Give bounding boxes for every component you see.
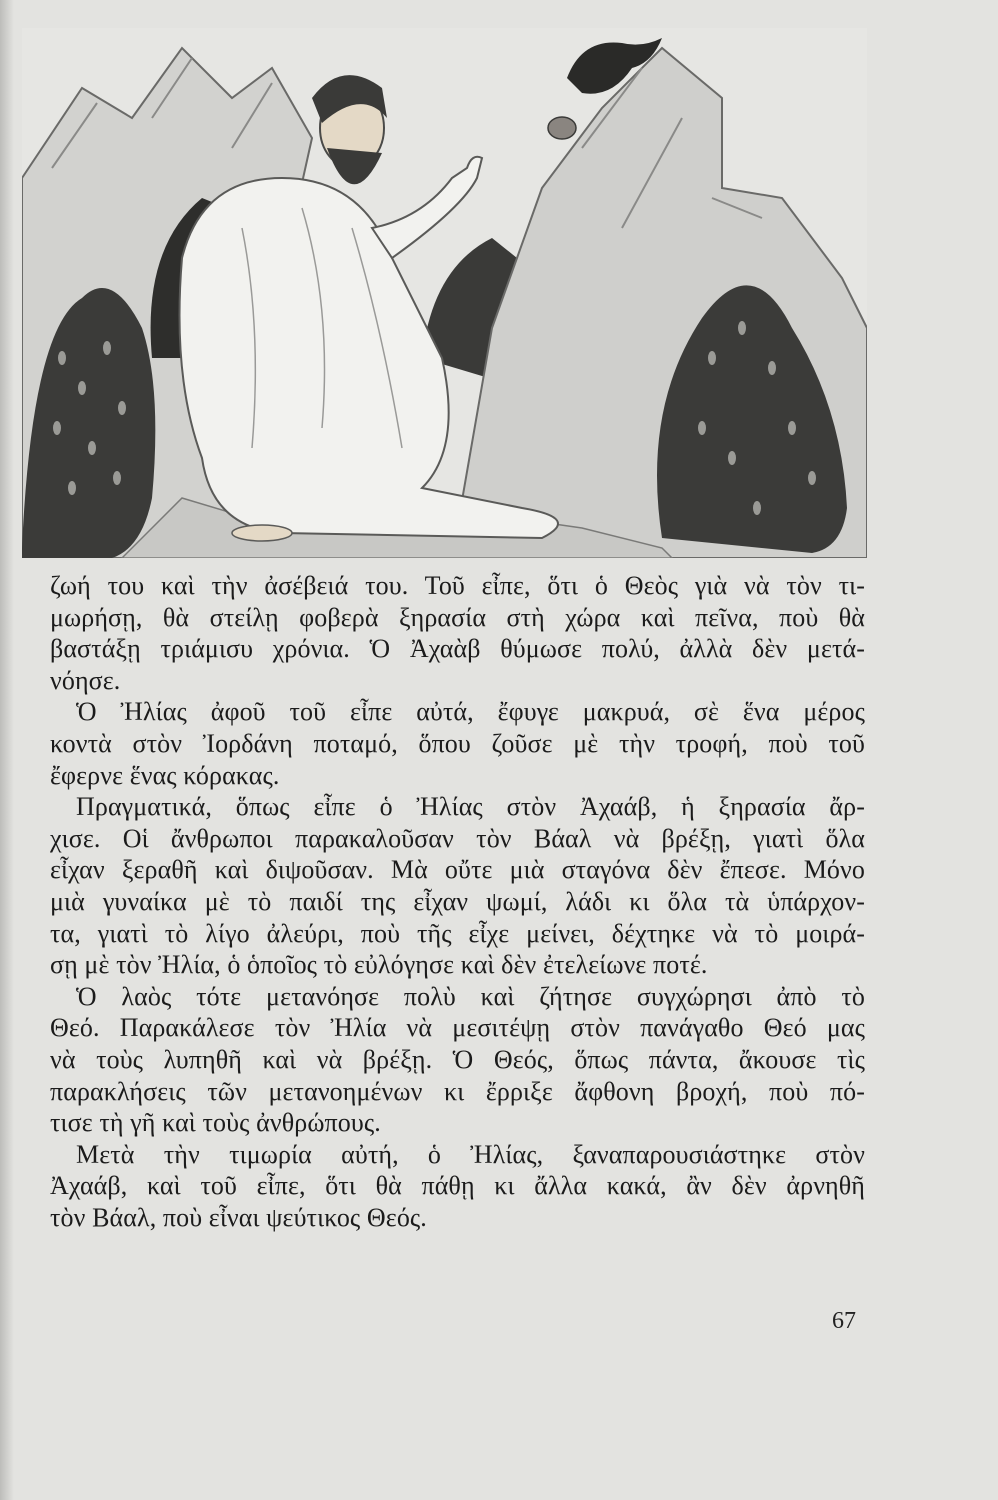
text-line: Μετὰ τὴν τιμωρία αὐτή, ὁ Ἠλίας, ξαναπαρουσιάστηκε στὸν bbox=[76, 1139, 865, 1169]
paragraph bbox=[50, 696, 865, 791]
text-line: ἔφερνε ἕνας κόρακας. bbox=[50, 760, 280, 790]
page-gutter-shadow bbox=[0, 0, 14, 1500]
text-line: σῃ μὲ τὸν Ἠλία, ὁ ὁποῖος τὸ εὐλόγησε καὶ δὲν ἐτελείωνε ποτέ. bbox=[50, 950, 708, 980]
text-line: ζωή του καὶ τὴν ἀσέβειά του. Τοῦ εἶπε, ὅτι ὁ Θεὸς γιὰ νὰ τὸν τι- bbox=[50, 571, 865, 600]
text-line: Ἀχαάβ, καὶ τοῦ εἶπε, ὅτι θὰ πάθῃ κι ἄλλα κακά, ἂν δὲν ἀρνηθῆ bbox=[50, 1171, 865, 1201]
text-line: εἶχαν ξεραθῆ καὶ διψοῦσαν. Μὰ οὔτε μιὰ σταγόνα δὲν ἔπεσε. Μόνο bbox=[50, 855, 865, 885]
text-line: χισε. Οἱ ἄνθρωποι παρακαλοῦσαν τὸν Βάαλ νὰ βρέξῃ, γιατὶ ὅλα bbox=[50, 823, 865, 853]
body-text bbox=[50, 570, 865, 1233]
paragraph bbox=[50, 791, 865, 981]
paragraph bbox=[50, 981, 865, 1139]
illustration-elijah-raven bbox=[22, 28, 867, 558]
paragraph bbox=[50, 1139, 865, 1234]
paragraph bbox=[50, 570, 865, 696]
text-line: βαστάξῃ τριάμισυ χρόνια. Ὁ Ἀχαὰβ θύμωσε πολύ, ἀλλὰ δὲν μετά- bbox=[50, 634, 865, 664]
text-line: τὸν Βάαλ, ποὺ εἶναι ψεύτικος Θεός. bbox=[50, 1202, 427, 1232]
text-line: Ὁ λαὸς τότε μετανόησε πολὺ καὶ ζήτησε συγχώρησι ἀπὸ τὸ bbox=[76, 981, 865, 1011]
page-number: 67 bbox=[832, 1308, 856, 1334]
text-line: νὰ τοὺς λυπηθῆ καὶ νὰ βρέξῃ. Ὁ Θεός, ὅπως πάντα, ἄκουσε τὶς bbox=[50, 1044, 865, 1074]
text-line: παρακλήσεις τῶν μετανοημένων κι ἔρριξε ἄφθονη βροχή, ποὺ πό- bbox=[50, 1076, 865, 1106]
text-line: μιὰ γυναίκα μὲ τὸ παιδί της εἶχαν ψωμί, λάδι κι ὅλα τὰ ὑπάρχον- bbox=[50, 886, 865, 916]
text-line: νόησε. bbox=[50, 665, 121, 695]
text-line: μωρήσῃ, θὰ στείλῃ φοβερὰ ξηρασία στὴ χώρα καὶ πεῖνα, ποὺ θὰ bbox=[50, 602, 865, 632]
text-line: κοντὰ στὸν Ἰορδάνη ποταμό, ὅπου ζοῦσε μὲ τὴν τροφή, ποὺ τοῦ bbox=[50, 728, 865, 758]
text-line: Θεό. Παρακάλεσε τὸν Ἠλία νὰ μεσιτέψῃ στὸν πανάγαθο Θεό μας bbox=[50, 1013, 865, 1043]
text-line: τισε τὴ γῆ καὶ τοὺς ἀνθρώπους. bbox=[50, 1108, 381, 1138]
text-line: τα, γιατὶ τὸ λίγο ἀλεύρι, ποὺ τῆς εἶχε μείνει, δέχτηκε νὰ τὸ μοιρά- bbox=[50, 918, 865, 948]
text-line: Πραγματικά, ὅπως εἶπε ὁ Ἠλίας στὸν Ἀχαάβ, ἡ ξηρασία ἄρ- bbox=[76, 792, 865, 822]
text-line: Ὁ Ἠλίας ἀφοῦ τοῦ εἶπε αὐτά, ἔφυγε μακρυά, σὲ ἕνα μέρος bbox=[76, 697, 865, 727]
